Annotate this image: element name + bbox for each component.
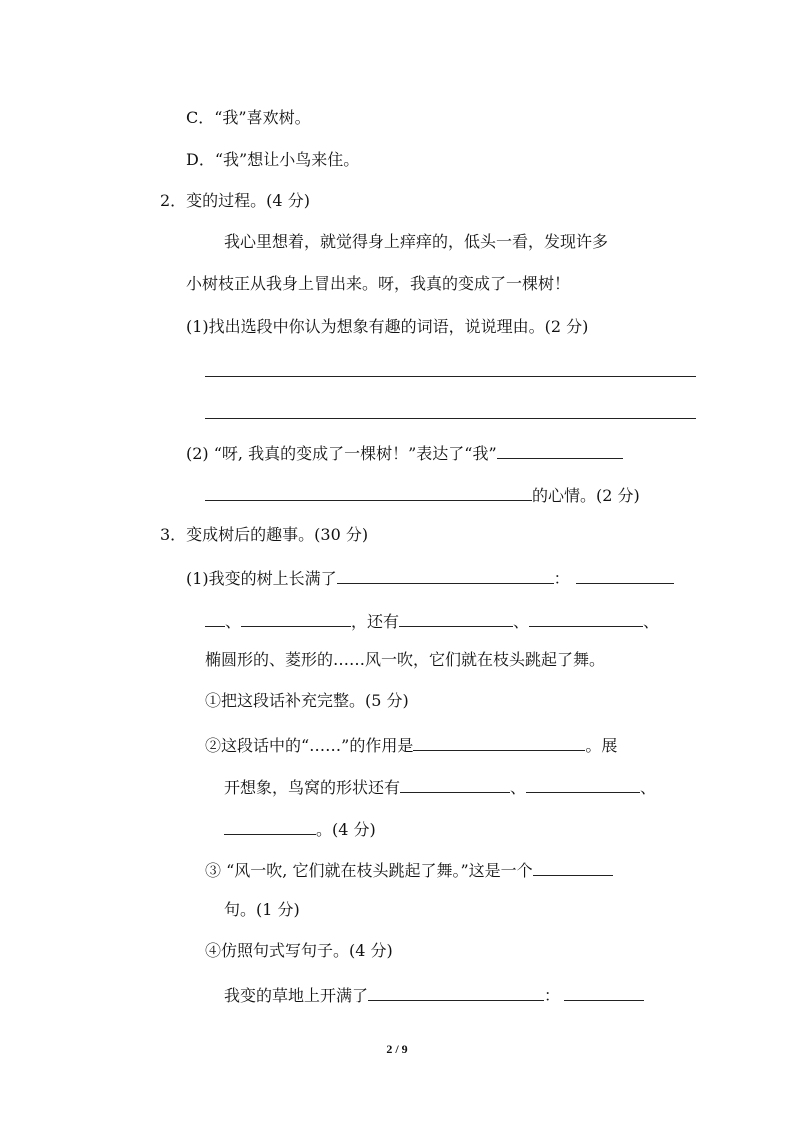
c2-blank-1[interactable] [413,733,585,751]
colon: ： [553,569,570,588]
sub-2-text: (2) “呀, 我真的变成了一棵树！”表达了“我” [186,444,497,463]
question-2-sub-2 [186,441,623,464]
c4-blank-2[interactable] [564,983,644,1001]
circle-2-line-2 [224,775,656,798]
c3-blank[interactable] [533,858,613,876]
c4-colon: ： [544,986,561,1005]
passage-line-1: 我心里想着，就觉得身上痒痒的，低头一看，发现许多 [224,232,609,251]
c4-text: 我变的草地上开满了 [224,986,369,1005]
question-3-title: 3．变成树后的趣事。(30 分) [160,525,369,544]
sep-1: 、 [225,612,242,631]
page-number: 2 / 9 [386,1042,408,1056]
question-2-title: 2．变的过程。(4 分) [160,191,310,210]
blank-3[interactable] [241,609,351,627]
circle-4-line [224,983,644,1006]
c2-blank-3[interactable] [526,775,640,793]
circle-2-line-1 [205,733,617,756]
sub-2-end: 的心情。(2 分) [532,486,640,505]
passage-line-2: 小树枝正从我身上冒出来。呀，我真的变成了一棵树！ [186,274,571,293]
circle-4: ④仿照句式写句子。(4 分) [205,941,393,960]
question-2-sub-2-line-2 [205,483,640,506]
sub-2-blank-a[interactable] [497,441,623,459]
c2-text: ②这段话中的“……”的作用是 [205,736,414,755]
circle-3-line-1 [205,858,613,881]
sub-1-text: (1)我变的树上长满了 [186,569,337,588]
c3-text: ③ “风一吹, 它们就在枝头跳起了舞。”这是一个 [205,861,533,880]
also-text: ，还有 [351,612,400,631]
blank-2[interactable] [576,566,674,584]
sep-2: 、 [513,612,530,631]
option-c: C．“我”喜欢树。 [186,108,311,127]
sep-3: 、 [643,612,660,631]
c2-line2-text: 开想象，鸟窝的形状还有 [224,778,401,797]
question-2-sub-1: (1)找出选段中你认为想象有趣的词语，说说理由。(2 分) [186,317,589,336]
c4-blank-1[interactable] [368,983,544,1001]
c2-line3-end: 。(4 分) [316,820,376,839]
c2-end: 。展 [585,736,618,755]
question-3-sub-1-line-3: 椭圆形的、菱形的……风一吹，它们就在枝头跳起了舞。 [205,650,606,669]
question-3-sub-1-line-1 [186,566,674,589]
circle-2-line-3 [224,817,376,840]
blank-1[interactable] [337,566,554,584]
c2-blank-2[interactable] [400,775,510,793]
sub-2-blank-b[interactable] [205,483,532,501]
c2-blank-4[interactable] [224,817,316,835]
answer-line-2[interactable] [205,418,696,419]
option-d: D．“我”想让小鸟来住。 [186,150,360,169]
circle-1: ①把这段话补充完整。(5 分) [205,691,409,710]
circle-3-line-2: 句。(1 分) [224,900,300,919]
c2-sep-2: 、 [640,778,657,797]
blank-5[interactable] [529,609,643,627]
answer-line-1[interactable] [205,376,696,377]
blank-4[interactable] [399,609,513,627]
blank-2-cont[interactable] [205,609,225,627]
question-3-sub-1-line-2 [205,609,659,632]
c2-sep-1: 、 [510,778,527,797]
